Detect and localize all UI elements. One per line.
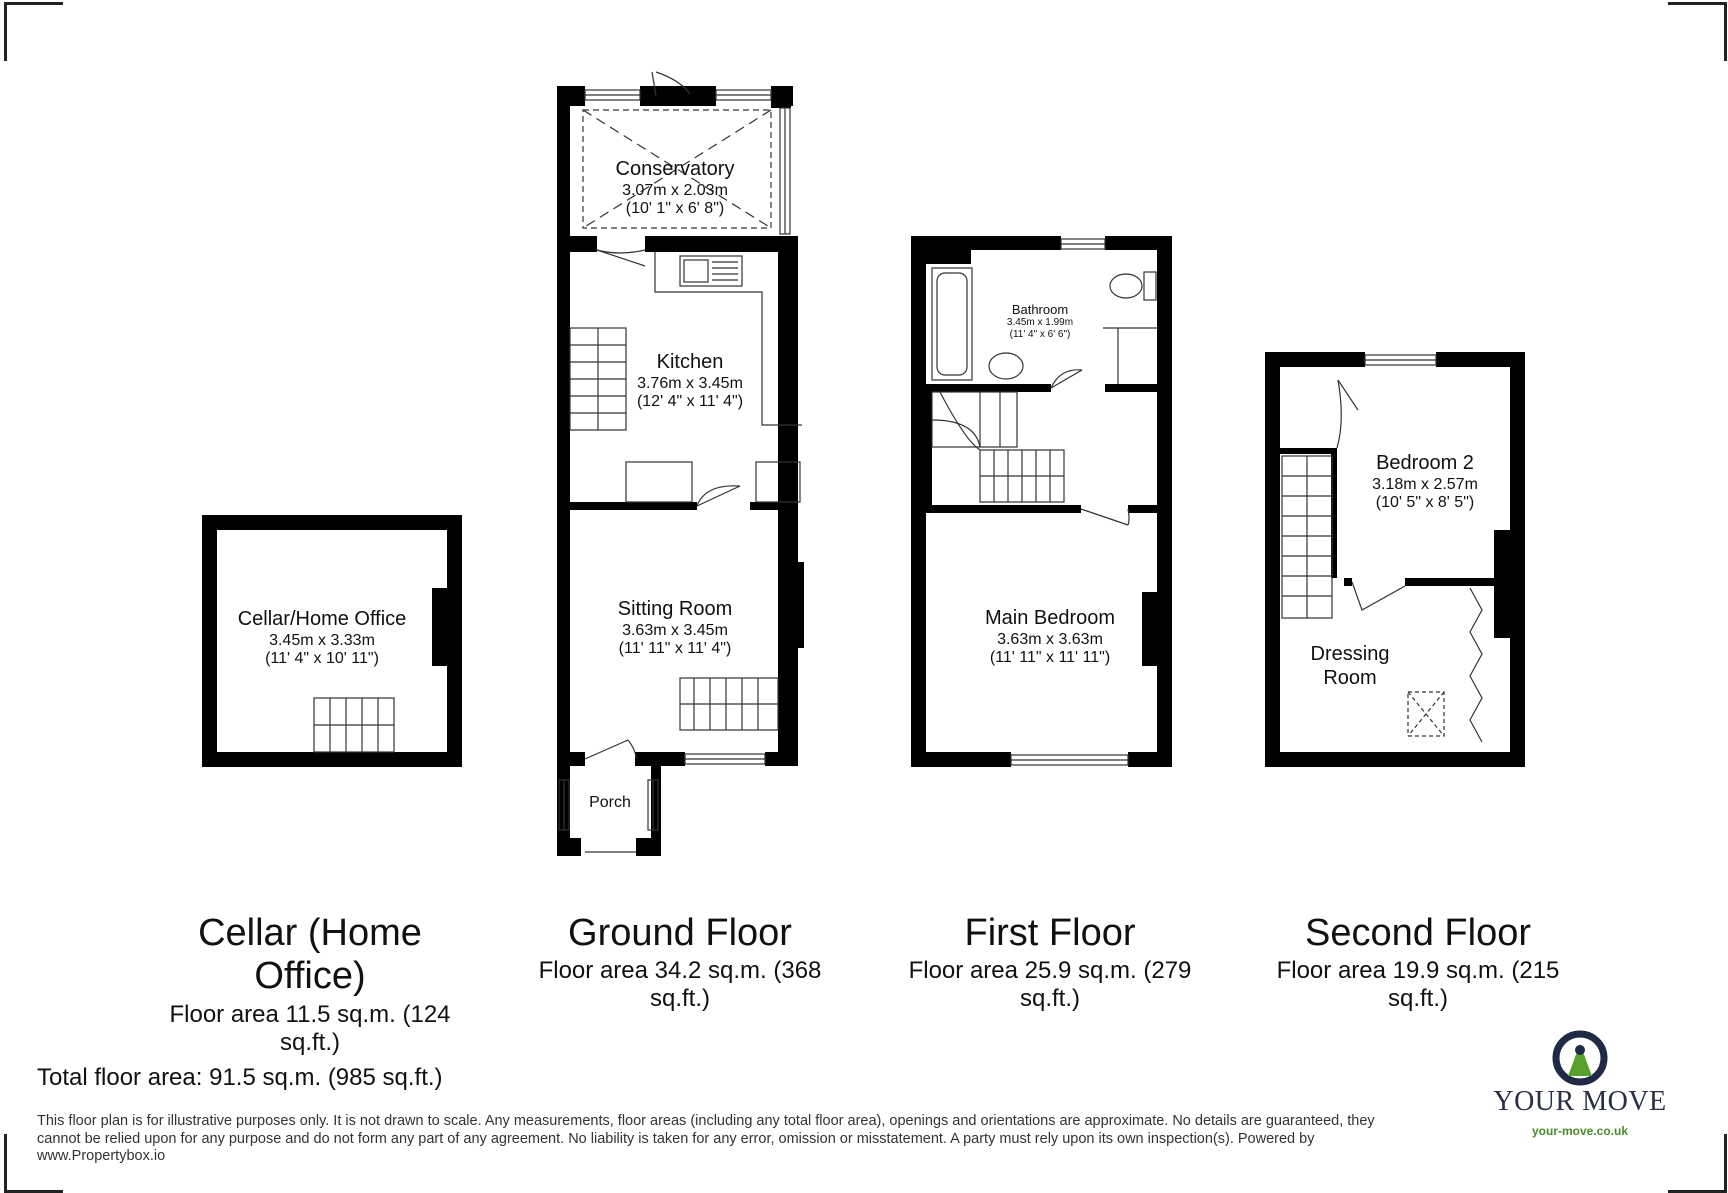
room-metric: 3.18m x 2.57m bbox=[1372, 475, 1478, 493]
room-imperial: (11' 4" x 10' 11") bbox=[265, 650, 379, 668]
room-metric: 3.45m x 3.33m bbox=[269, 631, 375, 649]
floor-area: Floor area 19.9 sq.m. (215 sq.ft.) bbox=[1276, 956, 1560, 1012]
walls bbox=[202, 86, 1525, 856]
floor-title: Second Floor bbox=[1304, 912, 1531, 954]
floor-first bbox=[880, 912, 1220, 1013]
location-pin-icon bbox=[1550, 1030, 1610, 1088]
room-dressing-room bbox=[1290, 643, 1410, 690]
room-name: Main Bedroom bbox=[984, 607, 1116, 629]
room-bathroom bbox=[985, 302, 1095, 341]
room-name: Conservatory bbox=[615, 158, 735, 180]
room-name: Sitting Room bbox=[617, 598, 733, 620]
logo-wordmark: YOUR MOVE bbox=[1493, 1086, 1667, 1117]
room-name: Kitchen bbox=[656, 351, 724, 373]
room-imperial: (11' 11" x 11' 11") bbox=[989, 649, 1111, 667]
floor-area: Floor area 34.2 sq.m. (368 sq.ft.) bbox=[538, 956, 822, 1012]
room-imperial: (10' 5" x 8' 5") bbox=[1375, 494, 1475, 512]
floor-area: Floor area 25.9 sq.m. (279 sq.ft.) bbox=[908, 956, 1192, 1012]
room-metric: 3.63m x 3.63m bbox=[997, 630, 1103, 648]
floor-second bbox=[1248, 912, 1588, 1013]
room-name: Bedroom 2 bbox=[1376, 452, 1474, 474]
room-name: Bathroom bbox=[1011, 302, 1069, 317]
disclaimer-text: This floor plan is for illustrative purposes only. It is not drawn to scale. Any measurements, floor areas (including any total floor area), openings and orientations are approximate. No details are guaranteed, they cannot be relied upon for any purpose and do not form any part of any agreement. No liability is taken for any error, omission or misstatement. A party must rely upon its own inspection(s). Powered by www.Propertybox.io bbox=[37, 1113, 1375, 1165]
room-imperial: (10' 1" x 6' 8") bbox=[625, 200, 725, 218]
room-imperial: (11' 4" x 6' 6") bbox=[1009, 329, 1071, 341]
room-metric: 3.45m x 1.99m bbox=[1006, 317, 1074, 329]
your-move-logo bbox=[1480, 1030, 1680, 1140]
floor-cellar bbox=[140, 912, 480, 1058]
floor-area: Floor area 11.5 sq.m. (124 sq.ft.) bbox=[169, 1001, 451, 1057]
floor-ground bbox=[510, 912, 850, 1013]
fixtures bbox=[314, 72, 1482, 852]
room-cellar bbox=[212, 608, 432, 669]
total-floor-area: Total floor area: 91.5 sq.m. (985 sq.ft.) bbox=[37, 1064, 443, 1091]
floor-title: First Floor bbox=[964, 912, 1136, 954]
floor-title: Ground Floor bbox=[568, 912, 792, 954]
room-sitting-room bbox=[590, 598, 760, 659]
room-name: Porch bbox=[589, 794, 631, 811]
logo-url: your-move.co.uk bbox=[1531, 1124, 1629, 1138]
room-name: Cellar/Home Office bbox=[237, 608, 407, 630]
room-kitchen bbox=[610, 351, 770, 412]
room-bedroom-2 bbox=[1350, 452, 1500, 513]
floor-title: Cellar (Home Office) bbox=[198, 912, 422, 997]
room-imperial: (11' 11" x 11' 4") bbox=[618, 640, 732, 658]
room-main-bedroom bbox=[950, 607, 1150, 668]
room-conservatory bbox=[590, 158, 760, 219]
room-metric: 3.76m x 3.45m bbox=[637, 374, 743, 392]
room-porch bbox=[570, 794, 650, 813]
room-name: Dressing Room bbox=[1310, 643, 1390, 689]
room-imperial: (12' 4" x 11' 4") bbox=[636, 393, 744, 411]
room-metric: 3.07m x 2.03m bbox=[622, 181, 728, 199]
room-metric: 3.63m x 3.45m bbox=[622, 621, 728, 639]
